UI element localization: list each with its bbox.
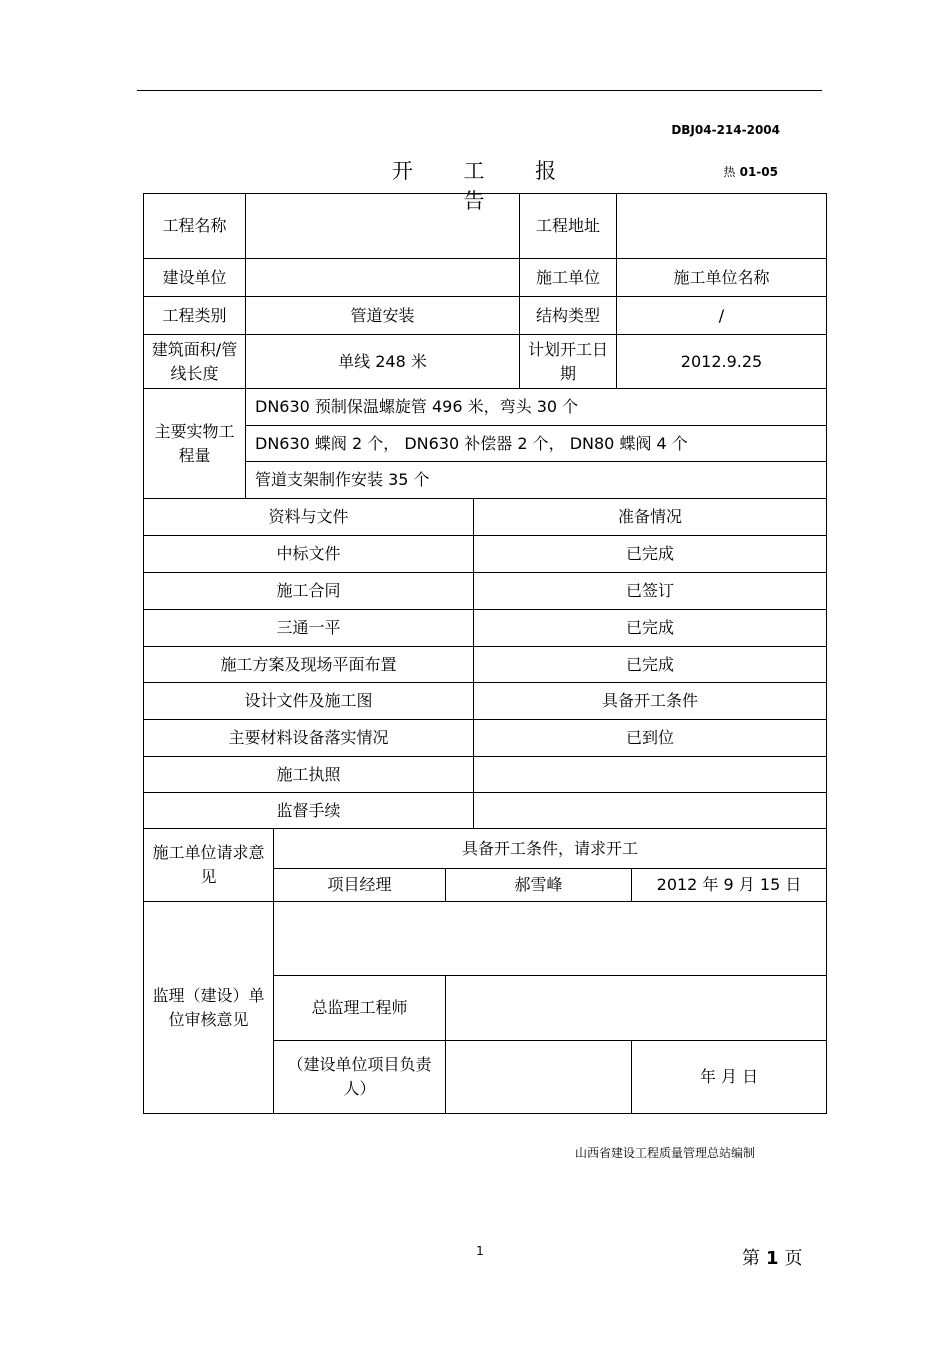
form-code-number: 01-05 (739, 165, 778, 179)
request-date[interactable]: 2012 年 9 月 15 日 (632, 869, 827, 902)
quantities-label: 主要实物工程量 (144, 389, 246, 499)
form-code-prefix: 热 (723, 165, 736, 179)
table-row (144, 683, 827, 720)
page-suffix: 页 (784, 1248, 803, 1269)
documents-table (143, 498, 827, 829)
table-row (144, 647, 827, 683)
project-address-label: 工程地址 (520, 194, 617, 259)
chief-engineer-field[interactable] (446, 976, 827, 1041)
doc-status[interactable]: 已到位 (474, 720, 827, 757)
quantity-line-2[interactable]: DN630 蝶阀 2 个， DN630 补偿器 2 个， DN80 蝶阀 4 个 (246, 426, 827, 462)
chief-engineer-label: 总监理工程师 (274, 976, 446, 1041)
review-label: 监理（建设）单位审核意见 (144, 902, 274, 1114)
doc-name: 施工方案及现场平面布置 (144, 647, 474, 683)
document-title: 开 工 报 告 (391, 159, 579, 213)
doc-status[interactable]: 具备开工条件 (474, 683, 827, 720)
category-label: 工程类别 (144, 297, 246, 335)
page-number: 1 (476, 1244, 484, 1258)
table-row (144, 536, 827, 573)
review-opinion[interactable] (274, 902, 827, 976)
owner-label: 建设单位 (144, 259, 246, 297)
owner-rep-label: （建设单位项目负责人） (274, 1041, 446, 1114)
compiler-org: 山西省建设工程质量管理总站编制 (575, 1146, 756, 1160)
project-address-field[interactable] (617, 194, 827, 259)
table-row (144, 610, 827, 647)
page-prefix: 第 (742, 1248, 760, 1269)
request-table (143, 828, 827, 902)
documents-header: 资料与文件 (144, 499, 474, 536)
contractor-field[interactable]: 施工单位名称 (617, 259, 827, 297)
status-header: 准备情况 (474, 499, 827, 536)
doc-name: 主要材料设备落实情况 (144, 720, 474, 757)
review-table (143, 901, 827, 1114)
top-rule (137, 90, 822, 91)
project-name-field[interactable] (246, 194, 520, 259)
category-field[interactable]: 管道安装 (246, 297, 520, 335)
standard-code: DBJ04-214-2004 (671, 123, 780, 137)
project-name-label: 工程名称 (144, 194, 246, 259)
structure-field[interactable]: / (617, 297, 827, 335)
doc-name: 设计文件及施工图 (144, 683, 474, 720)
doc-name: 中标文件 (144, 536, 474, 573)
review-date[interactable]: 年 月 日 (632, 1041, 827, 1114)
area-field[interactable]: 单线 248 米 (246, 335, 520, 389)
table-row (144, 573, 827, 610)
manager-label: 项目经理 (274, 869, 446, 902)
table-row (144, 720, 827, 757)
structure-label: 结构类型 (520, 297, 617, 335)
doc-status[interactable]: 已完成 (474, 647, 827, 683)
start-date-label: 计划开工日期 (520, 335, 617, 389)
page-label (742, 1244, 803, 1270)
doc-name: 三通一平 (144, 610, 474, 647)
doc-status[interactable] (474, 793, 827, 829)
quantity-line-1[interactable]: DN630 预制保温螺旋管 496 米，弯头 30 个 (246, 389, 827, 426)
start-date-field[interactable]: 2012.9.25 (617, 335, 827, 389)
contractor-label: 施工单位 (520, 259, 617, 297)
doc-status[interactable] (474, 757, 827, 793)
owner-rep-field[interactable] (446, 1041, 632, 1114)
project-info-table (143, 193, 827, 499)
doc-name: 监督手续 (144, 793, 474, 829)
quantity-line-3[interactable]: 管道支架制作安装 35 个 (246, 462, 827, 499)
doc-status[interactable]: 已签订 (474, 573, 827, 610)
area-label: 建筑面积/管线长度 (144, 335, 246, 389)
owner-field[interactable] (246, 259, 520, 297)
manager-name[interactable]: 郝雪峰 (446, 869, 632, 902)
doc-status[interactable]: 已完成 (474, 536, 827, 573)
table-row (144, 757, 827, 793)
page-current: 1 (766, 1248, 779, 1269)
doc-status[interactable]: 已完成 (474, 610, 827, 647)
table-row (144, 793, 827, 829)
doc-name: 施工执照 (144, 757, 474, 793)
request-opinion[interactable]: 具备开工条件，请求开工 (274, 829, 827, 869)
doc-name: 施工合同 (144, 573, 474, 610)
form-code (700, 163, 778, 180)
request-label: 施工单位请求意见 (144, 829, 274, 902)
